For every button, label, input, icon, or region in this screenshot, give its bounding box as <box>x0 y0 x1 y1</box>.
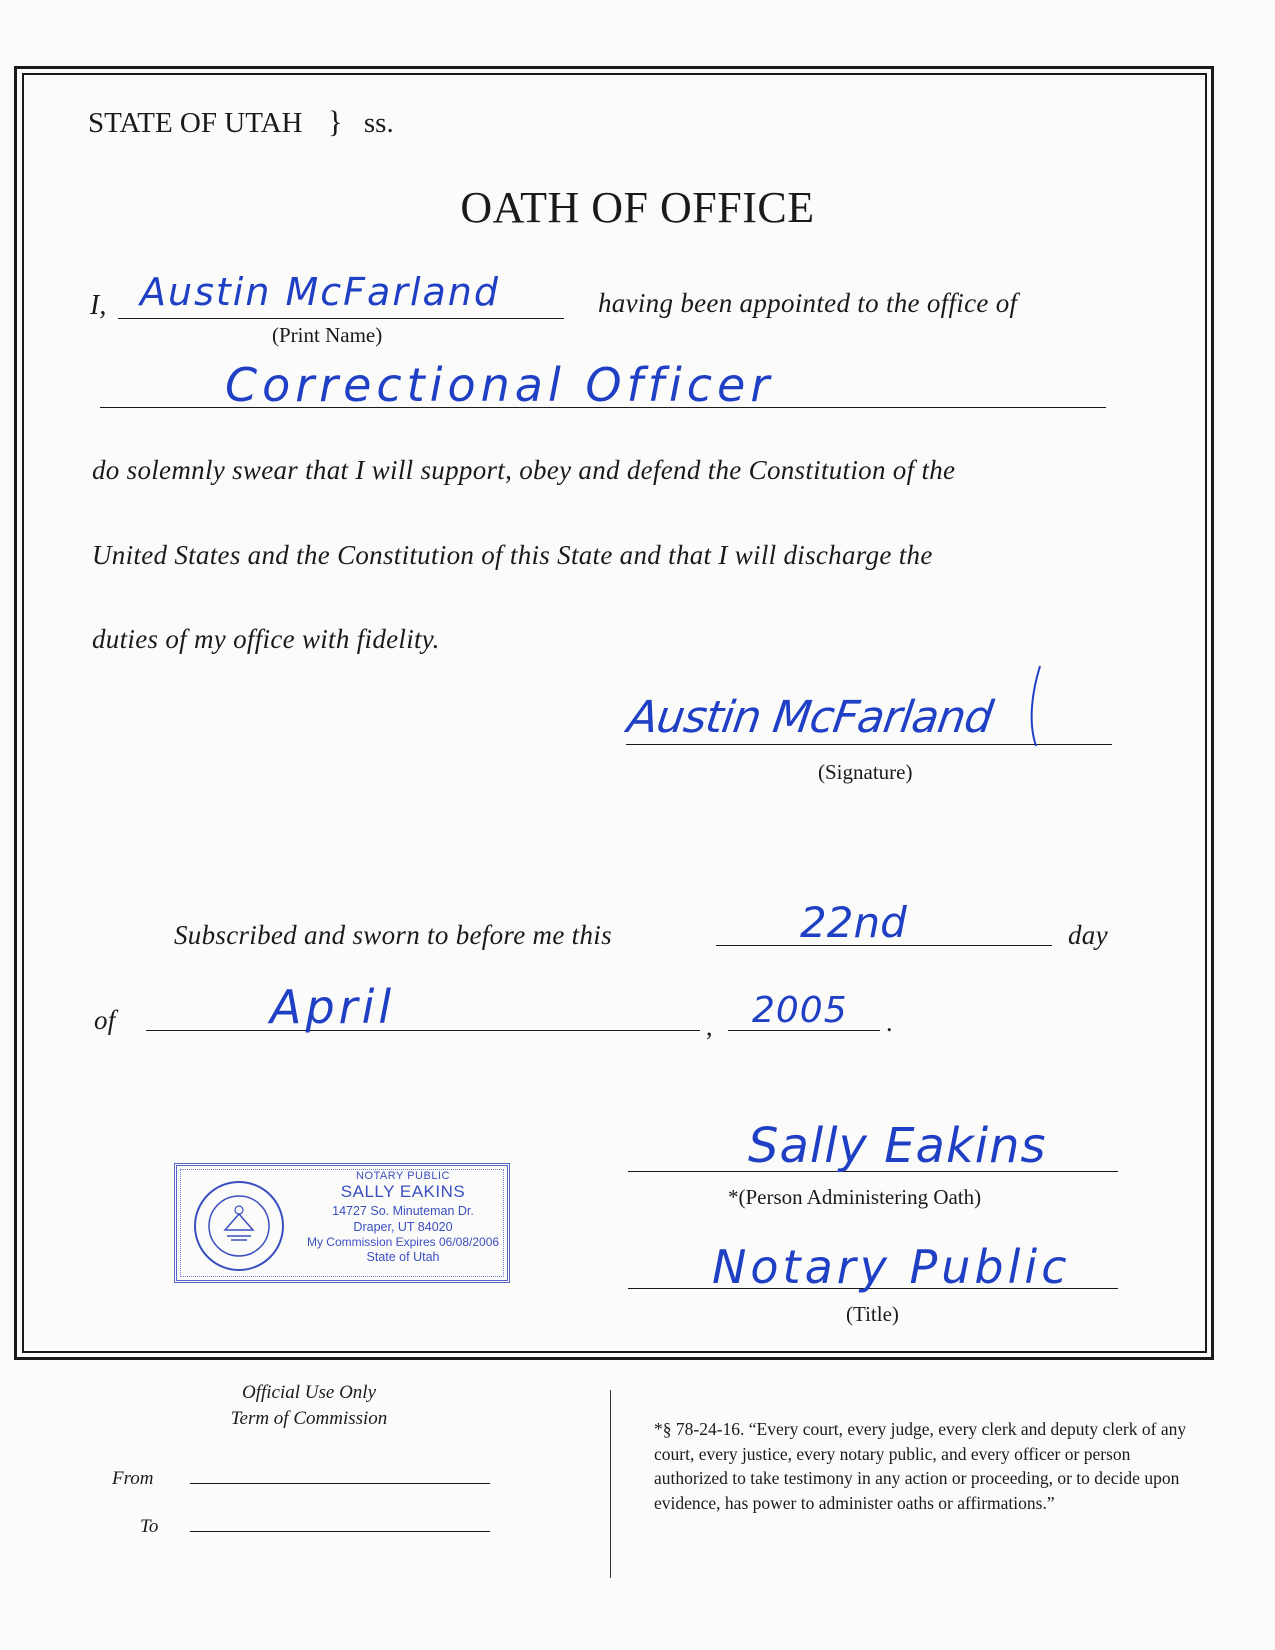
month-line <box>146 1030 700 1031</box>
subscribed-text: Subscribed and sworn to before me this <box>174 920 612 950</box>
administrator-signature: Sally Eakins <box>748 1118 1047 1174</box>
to-line <box>190 1531 490 1532</box>
notary-stamp <box>174 1163 510 1283</box>
term-of-commission-heading: Term of Commission <box>230 1408 388 1429</box>
title-label: (Title) <box>846 1302 899 1326</box>
oath-body-line-1: do solemnly swear that I will support, obey and defend the Constitution of the <box>92 455 956 485</box>
stamp-name: SALLY EAKINS <box>340 1182 466 1202</box>
document-title: OATH OF OFFICE <box>460 183 815 232</box>
from-label: From <box>112 1468 154 1489</box>
appointed-text: having been appointed to the office of <box>598 288 1018 318</box>
handwritten-office: Correctional Officer <box>225 358 775 412</box>
applicant-signature: Austin McFarland <box>624 692 996 743</box>
footer-divider <box>610 1390 611 1578</box>
stamp-address-2: Draper, UT 84020 <box>353 1219 453 1234</box>
handwritten-month: April <box>270 980 396 1034</box>
state-name: STATE OF UTAH <box>88 107 303 139</box>
statute-citation: *§ 78-24-16. “Every court, every judge, every clerk and deputy clerk of any court, every justice, every notary public, and every officer or person authorized to take testimony in any action or proceeding, or to decide upon evidence, has power to administer oaths or affirmations.” <box>654 1419 1187 1513</box>
administrator-label: *(Person Administering Oath) <box>728 1185 982 1209</box>
official-use-heading: Official Use Only <box>241 1382 377 1403</box>
handwritten-year: 2005 <box>752 990 848 1031</box>
handwritten-title: Notary Public <box>712 1240 1071 1294</box>
oath-body-line-2: United States and the Constitution of this State and that I will discharge the <box>92 540 933 570</box>
stamp-address-1: 14727 So. Minuteman Dr. <box>332 1203 474 1218</box>
stamp-commission: My Commission Expires 06/08/2006 <box>306 1235 500 1250</box>
oath-body-line-3: duties of my office with fidelity. <box>92 624 440 654</box>
pronoun-i: I, <box>90 290 107 321</box>
day-label: day <box>1068 920 1108 950</box>
date-comma: , <box>706 1012 713 1041</box>
handwritten-day: 22nd <box>800 898 907 947</box>
of-label: of <box>94 1005 116 1035</box>
stamp-state: State of Utah <box>366 1250 440 1265</box>
stamp-heading: NOTARY PUBLIC <box>356 1170 450 1182</box>
venue-header <box>88 104 394 140</box>
signature-flourish <box>1010 662 1050 752</box>
stamp-text-block <box>305 1170 501 1265</box>
ss-label: ss. <box>363 107 394 139</box>
print-name-label: (Print Name) <box>272 323 383 347</box>
print-name-line <box>118 318 564 319</box>
signature-label: (Signature) <box>818 760 913 784</box>
brace: } <box>327 104 343 139</box>
date-period: . <box>886 1008 893 1037</box>
handwritten-name: Austin McFarland <box>140 270 500 314</box>
to-label: To <box>140 1516 159 1537</box>
state-seal-icon <box>191 1178 287 1274</box>
from-line <box>190 1483 490 1484</box>
